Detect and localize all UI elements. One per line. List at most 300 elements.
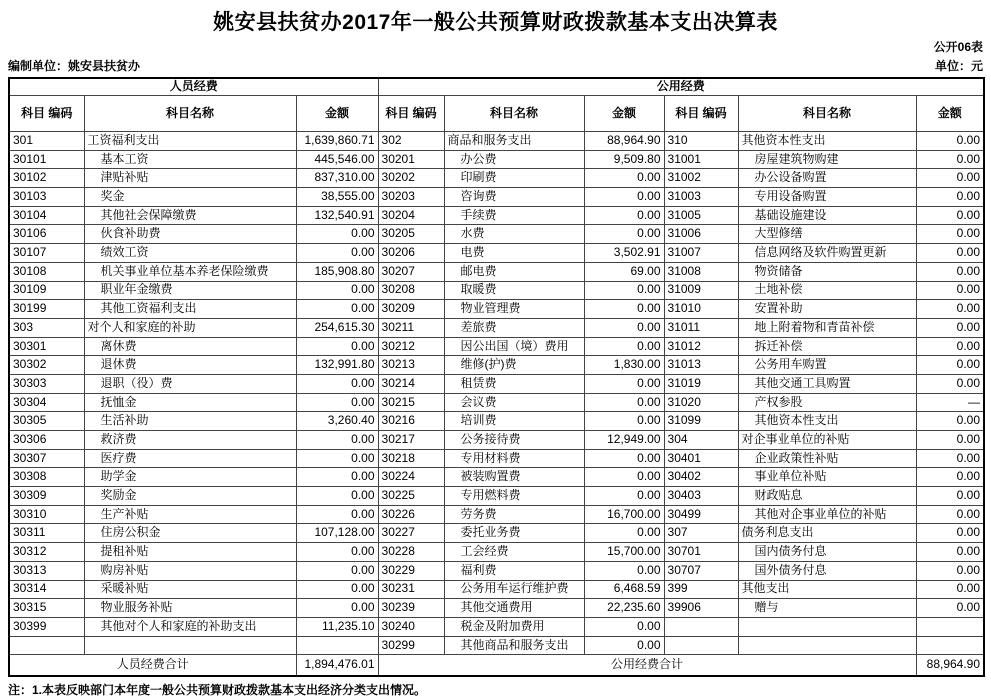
cell-name: 基本工资 [84, 150, 296, 169]
cell-amount: 0.00 [584, 617, 664, 636]
cell-code: 31007 [664, 244, 738, 263]
cell-name: 专用燃料费 [444, 487, 584, 506]
cell-name: 税金及附加费用 [444, 617, 584, 636]
cell-code: 30226 [378, 505, 444, 524]
cell-amount: 0.00 [916, 524, 984, 543]
cell-name: 退职（役）费 [84, 374, 296, 393]
cell-amount: 3,260.40 [296, 412, 378, 431]
cell-code [664, 636, 738, 655]
cell-amount: 88,964.90 [584, 132, 664, 151]
cell-name: 其他社会保障缴费 [84, 206, 296, 225]
cell-code: 30304 [9, 393, 84, 412]
cell-code: 30209 [378, 300, 444, 319]
cell-code: 30315 [9, 599, 84, 618]
cell-code: 30108 [9, 262, 84, 281]
cell-code: 30207 [378, 262, 444, 281]
cell-name: 工会经费 [444, 543, 584, 562]
cell-amount: 0.00 [296, 337, 378, 356]
cell-code: 31012 [664, 337, 738, 356]
cell-code: 31008 [664, 262, 738, 281]
cell-code: 31001 [664, 150, 738, 169]
cell-amount: 0.00 [584, 561, 664, 580]
cell-code: 399 [664, 580, 738, 599]
cell-name: 其他支出 [738, 580, 916, 599]
cell-name: 离休费 [84, 337, 296, 356]
cell-amount: 0.00 [584, 318, 664, 337]
cell-amount: 0.00 [296, 281, 378, 300]
cell-amount: 16,700.00 [584, 505, 664, 524]
cell-amount: 0.00 [296, 487, 378, 506]
cell-amount: 0.00 [916, 262, 984, 281]
cell-amount: 1,830.00 [584, 356, 664, 375]
cell-code: 30201 [378, 150, 444, 169]
cell-amount: 15,700.00 [584, 543, 664, 562]
cell-code: 30306 [9, 431, 84, 450]
column-header-row [9, 96, 984, 132]
prepared-by [8, 57, 140, 74]
cell-code: 304 [664, 431, 738, 450]
cell-code: 30206 [378, 244, 444, 263]
cell-code: 30303 [9, 374, 84, 393]
cell-amount: 0.00 [296, 561, 378, 580]
cell-code: 30240 [378, 617, 444, 636]
cell-amount: 0.00 [916, 318, 984, 337]
cell-name: 赠与 [738, 599, 916, 618]
cell-code [9, 636, 84, 655]
public-total-amount: 88,964.90 [916, 655, 984, 677]
cell-name: 拆迁补偿 [738, 337, 916, 356]
cell-amount: 0.00 [916, 561, 984, 580]
cell-name: 办公设备购置 [738, 169, 916, 188]
table-row [9, 412, 984, 431]
unit-value: 元 [970, 59, 983, 73]
cell-code: 30310 [9, 505, 84, 524]
cell-amount: 0.00 [916, 300, 984, 319]
cell-amount: 0.00 [916, 225, 984, 244]
cell-code: 30228 [378, 543, 444, 562]
cell-code: 30302 [9, 356, 84, 375]
cell-code: 30239 [378, 599, 444, 618]
cell-name: 公务用车购置 [738, 356, 916, 375]
col-header-name: 科目名称 [738, 96, 916, 132]
cell-code: 30211 [378, 318, 444, 337]
cell-code [664, 617, 738, 636]
cell-amount: 0.00 [916, 150, 984, 169]
cell-code: 31019 [664, 374, 738, 393]
cell-amount: 0.00 [296, 449, 378, 468]
cell-code: 31002 [664, 169, 738, 188]
cell-amount: 38,555.00 [296, 188, 378, 207]
cell-code: 30231 [378, 580, 444, 599]
cell-name: 福利费 [444, 561, 584, 580]
cell-amount: 0.00 [916, 132, 984, 151]
cell-code: 30227 [378, 524, 444, 543]
col-header-amount: 金额 [296, 96, 378, 132]
cell-code: 30305 [9, 412, 84, 431]
cell-name: 购房补贴 [84, 561, 296, 580]
cell-code: 30217 [378, 431, 444, 450]
cell-code: 30204 [378, 206, 444, 225]
cell-code: 30109 [9, 281, 84, 300]
table-row [9, 169, 984, 188]
unit [935, 57, 983, 74]
cell-amount: 12,949.00 [584, 431, 664, 450]
cell-amount: 0.00 [584, 300, 664, 319]
cell-name: 机关事业单位基本养老保险缴费 [84, 262, 296, 281]
cell-amount: 1,639,860.71 [296, 132, 378, 151]
cell-name: 工资福利支出 [84, 132, 296, 151]
table-row [9, 561, 984, 580]
cell-code: 30225 [378, 487, 444, 506]
personnel-total-amount: 1,894,476.01 [296, 655, 378, 677]
cell-code: 31006 [664, 225, 738, 244]
cell-name: 专用设备购置 [738, 188, 916, 207]
cell-code: 30216 [378, 412, 444, 431]
table-row [9, 337, 984, 356]
cell-code: 30313 [9, 561, 84, 580]
cell-name: 安置补助 [738, 300, 916, 319]
cell-name: 信息网络及软件购置更新 [738, 244, 916, 263]
cell-code: 30399 [9, 617, 84, 636]
cell-amount: 6,468.59 [584, 580, 664, 599]
cell-name: 取暖费 [444, 281, 584, 300]
table-row [9, 487, 984, 506]
cell-amount: 0.00 [584, 393, 664, 412]
cell-code: 30707 [664, 561, 738, 580]
cell-name: 电费 [444, 244, 584, 263]
cell-amount: 0.00 [296, 468, 378, 487]
cell-name: 采暖补贴 [84, 580, 296, 599]
cell-code: 30312 [9, 543, 84, 562]
cell-code: 303 [9, 318, 84, 337]
cell-name: 医疗费 [84, 449, 296, 468]
table-row [9, 206, 984, 225]
cell-name: 其他资本性支出 [738, 412, 916, 431]
cell-amount: 0.00 [916, 599, 984, 618]
col-header-code: 科目 编码 [664, 96, 738, 132]
cell-code: 30401 [664, 449, 738, 468]
cell-amount: 0.00 [916, 169, 984, 188]
cell-name: 其他工资福利支出 [84, 300, 296, 319]
cell-code: 30307 [9, 449, 84, 468]
cell-amount: 0.00 [916, 412, 984, 431]
table-row [9, 393, 984, 412]
cell-name: 生活补助 [84, 412, 296, 431]
cell-amount: 0.00 [916, 244, 984, 263]
cell-code: 31011 [664, 318, 738, 337]
cell-code: 31013 [664, 356, 738, 375]
cell-code: 301 [9, 132, 84, 151]
cell-amount: 0.00 [296, 599, 378, 618]
footnote: 注：1.本表反映部门本年度一般公共预算财政拨款基本支出经济分类支出情况。 [8, 683, 427, 698]
cell-code: 30208 [378, 281, 444, 300]
cell-name: 事业单位补贴 [738, 468, 916, 487]
cell-name: 提租补贴 [84, 543, 296, 562]
cell-code: 30102 [9, 169, 84, 188]
public-total-label: 公用经费合计 [378, 655, 916, 677]
cell-code: 30224 [378, 468, 444, 487]
cell-code: 30402 [664, 468, 738, 487]
prepared-by-value: 姚安县扶贫办 [68, 59, 141, 73]
cell-name [738, 617, 916, 636]
cell-amount: 0.00 [916, 374, 984, 393]
cell-amount: 0.00 [916, 431, 984, 450]
table-row [9, 188, 984, 207]
table-row [9, 356, 984, 375]
cell-code: 30299 [378, 636, 444, 655]
cell-code: 30215 [378, 393, 444, 412]
cell-code: 30205 [378, 225, 444, 244]
cell-name: 维修(护)费 [444, 356, 584, 375]
cell-name: 物业管理费 [444, 300, 584, 319]
cell-code: 30499 [664, 505, 738, 524]
cell-name: 基础设施建设 [738, 206, 916, 225]
cell-name [84, 636, 296, 655]
group-header-public: 公用经费 [378, 78, 984, 96]
totals-row [9, 655, 984, 677]
cell-amount [916, 636, 984, 655]
cell-amount: 0.00 [916, 505, 984, 524]
cell-name: 生产补贴 [84, 505, 296, 524]
page-title: 姚安县扶贫办2017年一般公共预算财政拨款基本支出决算表 [213, 11, 778, 34]
cell-code: 30214 [378, 374, 444, 393]
table-row [9, 281, 984, 300]
cell-code: 39906 [664, 599, 738, 618]
cell-amount: 0.00 [916, 449, 984, 468]
cell-amount: 0.00 [296, 225, 378, 244]
personnel-total-label: 人员经费合计 [9, 655, 296, 677]
cell-amount: 0.00 [584, 468, 664, 487]
cell-name: 住房公积金 [84, 524, 296, 543]
table-row [9, 449, 984, 468]
cell-name: 对个人和家庭的补助 [84, 318, 296, 337]
cell-code: 30314 [9, 580, 84, 599]
cell-name: 国内债务付息 [738, 543, 916, 562]
cell-name: 地上附着物和青苗补偿 [738, 318, 916, 337]
cell-name: 债务利息支出 [738, 524, 916, 543]
cell-amount: 0.00 [916, 188, 984, 207]
cell-amount: 0.00 [916, 543, 984, 562]
cell-name: 奖励金 [84, 487, 296, 506]
cell-code: 30199 [9, 300, 84, 319]
table-row [9, 262, 984, 281]
cell-amount: 0.00 [296, 431, 378, 450]
table-row [9, 300, 984, 319]
cell-name: 对企事业单位的补贴 [738, 431, 916, 450]
cell-name: 其他资本性支出 [738, 132, 916, 151]
cell-name: 咨询费 [444, 188, 584, 207]
cell-amount: 0.00 [296, 244, 378, 263]
cell-name [738, 636, 916, 655]
cell-amount: 132,991.80 [296, 356, 378, 375]
form-number: 公开06表 [933, 40, 983, 54]
cell-name: 助学金 [84, 468, 296, 487]
cell-amount [296, 636, 378, 655]
cell-code: 307 [664, 524, 738, 543]
cell-code: 30202 [378, 169, 444, 188]
cell-code: 30308 [9, 468, 84, 487]
cell-name: 租赁费 [444, 374, 584, 393]
cell-amount: 0.00 [916, 337, 984, 356]
cell-name: 被装购置费 [444, 468, 584, 487]
cell-amount: 9,509.80 [584, 150, 664, 169]
cell-amount: 837,310.00 [296, 169, 378, 188]
cell-amount: 132,540.91 [296, 206, 378, 225]
cell-name: 其他交通费用 [444, 599, 584, 618]
cell-amount: 0.00 [584, 487, 664, 506]
cell-name: 委托业务费 [444, 524, 584, 543]
table-row [9, 524, 984, 543]
cell-name: 其他商品和服务支出 [444, 636, 584, 655]
col-header-name: 科目名称 [444, 96, 584, 132]
cell-amount: 22,235.60 [584, 599, 664, 618]
group-header-row [9, 78, 984, 96]
table-row [9, 150, 984, 169]
cell-amount: 0.00 [584, 281, 664, 300]
cell-name: 邮电费 [444, 262, 584, 281]
cell-amount: 0.00 [584, 188, 664, 207]
cell-code: 31005 [664, 206, 738, 225]
cell-code: 30403 [664, 487, 738, 506]
cell-name: 房屋建筑物购建 [738, 150, 916, 169]
table-row [9, 599, 984, 618]
cell-name: 产权参股 [738, 393, 916, 412]
cell-amount: — [916, 393, 984, 412]
cell-amount: 107,128.00 [296, 524, 378, 543]
table-row [9, 505, 984, 524]
col-header-amount: 金额 [916, 96, 984, 132]
group-header-personnel: 人员经费 [9, 78, 378, 96]
cell-code: 31099 [664, 412, 738, 431]
cell-name: 专用材料费 [444, 449, 584, 468]
cell-name: 差旅费 [444, 318, 584, 337]
table-row [9, 244, 984, 263]
cell-amount: 185,908.80 [296, 262, 378, 281]
cell-code: 31009 [664, 281, 738, 300]
cell-code: 30213 [378, 356, 444, 375]
cell-name: 公务用车运行维护费 [444, 580, 584, 599]
cell-amount: 0.00 [916, 356, 984, 375]
cell-amount: 0.00 [296, 505, 378, 524]
cell-amount: 0.00 [296, 580, 378, 599]
cell-name: 土地补偿 [738, 281, 916, 300]
cell-name: 物业服务补贴 [84, 599, 296, 618]
cell-amount: 0.00 [584, 374, 664, 393]
cell-name: 劳务费 [444, 505, 584, 524]
cell-code: 30701 [664, 543, 738, 562]
cell-amount: 0.00 [584, 449, 664, 468]
cell-code: 30212 [378, 337, 444, 356]
table-row [9, 431, 984, 450]
table-row [9, 374, 984, 393]
cell-name: 办公费 [444, 150, 584, 169]
cell-code: 30103 [9, 188, 84, 207]
cell-name: 物资储备 [738, 262, 916, 281]
unit-label: 单位： [934, 59, 971, 73]
cell-name: 奖金 [84, 188, 296, 207]
cell-name: 津贴补贴 [84, 169, 296, 188]
cell-code: 30104 [9, 206, 84, 225]
table-row [9, 318, 984, 337]
cell-amount: 0.00 [916, 580, 984, 599]
cell-code: 30106 [9, 225, 84, 244]
cell-code: 30203 [378, 188, 444, 207]
table-row [9, 468, 984, 487]
cell-name: 绩效工资 [84, 244, 296, 263]
cell-name: 职业年金缴费 [84, 281, 296, 300]
cell-name: 印刷费 [444, 169, 584, 188]
cell-code: 31020 [664, 393, 738, 412]
table-row [9, 543, 984, 562]
cell-amount: 0.00 [584, 169, 664, 188]
cell-amount: 0.00 [584, 412, 664, 431]
cell-name: 其他对企事业单位的补贴 [738, 505, 916, 524]
cell-name: 水费 [444, 225, 584, 244]
cell-code: 31010 [664, 300, 738, 319]
cell-amount: 0.00 [916, 281, 984, 300]
col-header-name: 科目名称 [84, 96, 296, 132]
cell-name: 国外债务付息 [738, 561, 916, 580]
cell-code: 302 [378, 132, 444, 151]
cell-amount: 445,546.00 [296, 150, 378, 169]
cell-amount: 0.00 [916, 468, 984, 487]
cell-code: 310 [664, 132, 738, 151]
table-row [9, 580, 984, 599]
cell-amount: 0.00 [916, 206, 984, 225]
cell-name: 其他交通工具购置 [738, 374, 916, 393]
cell-name: 其他对个人和家庭的补助支出 [84, 617, 296, 636]
table-row [9, 225, 984, 244]
cell-name: 退休费 [84, 356, 296, 375]
cell-name: 商品和服务支出 [444, 132, 584, 151]
cell-amount: 0.00 [296, 374, 378, 393]
cell-name: 手续费 [444, 206, 584, 225]
cell-name: 公务接待费 [444, 431, 584, 450]
table-row [9, 132, 984, 151]
cell-name: 抚恤金 [84, 393, 296, 412]
report-page [0, 6, 991, 698]
expenditure-table [8, 77, 985, 677]
cell-code: 31003 [664, 188, 738, 207]
cell-amount: 69.00 [584, 262, 664, 281]
cell-amount: 0.00 [916, 487, 984, 506]
cell-code: 30229 [378, 561, 444, 580]
cell-amount: 0.00 [296, 543, 378, 562]
meta-row [8, 57, 983, 74]
cell-amount: 3,502.91 [584, 244, 664, 263]
cell-amount: 0.00 [296, 300, 378, 319]
prepared-by-label: 编制单位： [8, 59, 69, 73]
cell-amount: 254,615.30 [296, 318, 378, 337]
cell-amount [916, 617, 984, 636]
table-row [9, 636, 984, 655]
cell-code: 30101 [9, 150, 84, 169]
cell-amount: 0.00 [296, 393, 378, 412]
cell-name: 财政贴息 [738, 487, 916, 506]
col-header-amount: 金额 [584, 96, 664, 132]
cell-name: 救济费 [84, 431, 296, 450]
cell-amount: 0.00 [584, 524, 664, 543]
cell-amount: 11,235.10 [296, 617, 378, 636]
cell-code: 30218 [378, 449, 444, 468]
col-header-code: 科目 编码 [9, 96, 84, 132]
table-row [9, 617, 984, 636]
cell-code: 30107 [9, 244, 84, 263]
cell-name: 大型修缮 [738, 225, 916, 244]
cell-amount: 0.00 [584, 206, 664, 225]
cell-name: 会议费 [444, 393, 584, 412]
cell-name: 企业政策性补贴 [738, 449, 916, 468]
